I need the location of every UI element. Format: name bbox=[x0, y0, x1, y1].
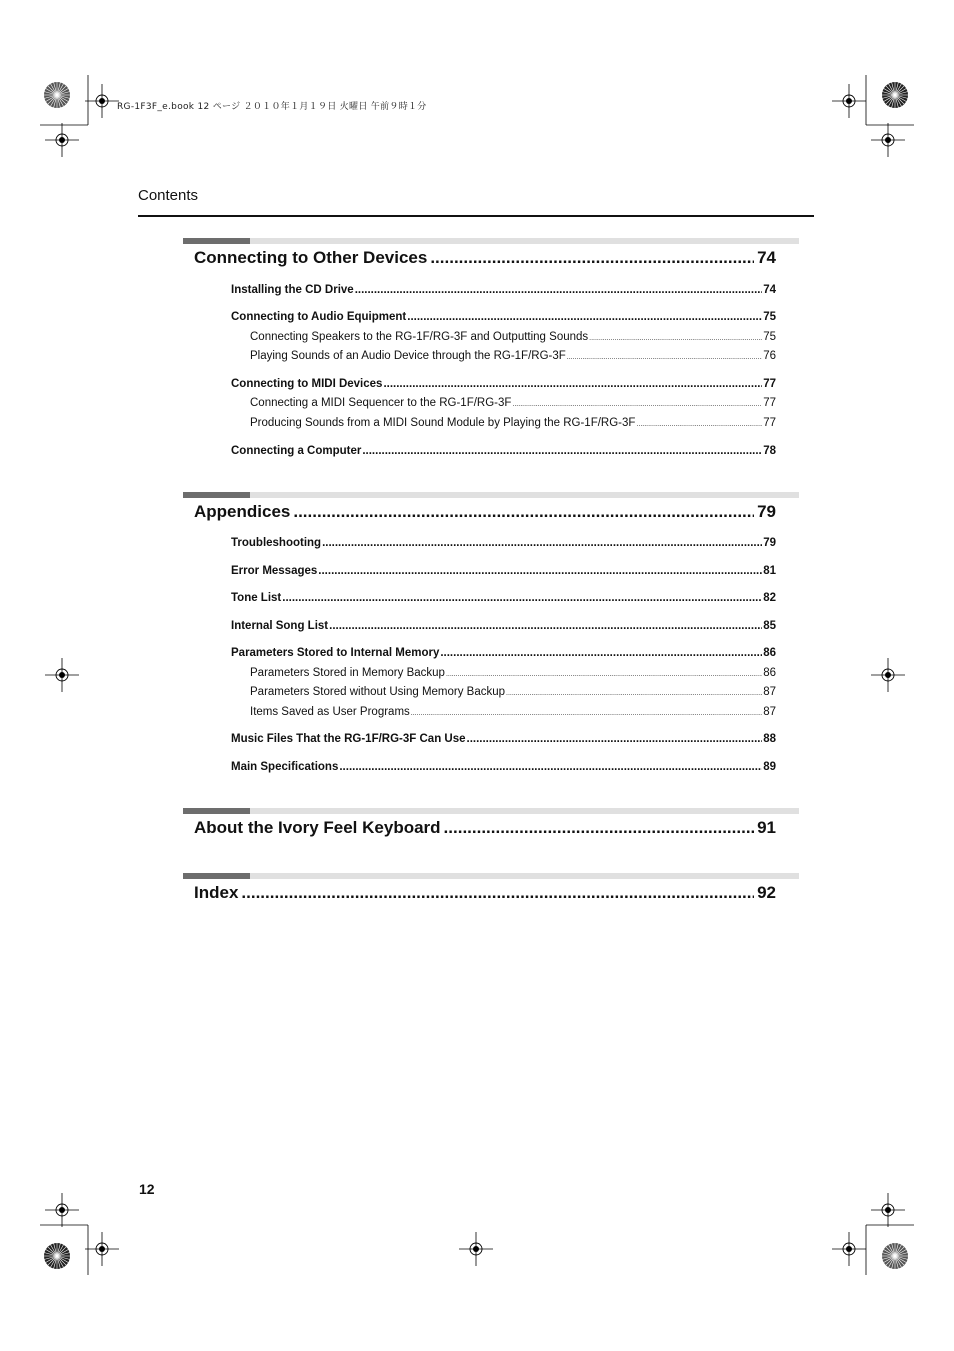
toc-subentry[interactable] bbox=[250, 706, 776, 718]
sunburst-mark-icon bbox=[882, 1243, 908, 1269]
section-page: 79 bbox=[757, 502, 776, 521]
section-band bbox=[183, 238, 799, 244]
entry-label: Connecting to MIDI Devices bbox=[231, 378, 383, 390]
entry-page: 79 bbox=[763, 537, 776, 549]
page-number: 12 bbox=[139, 1181, 155, 1197]
section-band bbox=[183, 808, 799, 814]
section-band-tab bbox=[183, 238, 250, 244]
sunburst-mark-icon bbox=[44, 1243, 70, 1269]
dot-leader bbox=[467, 733, 763, 745]
section-title: About the Ivory Feel Keyboard bbox=[194, 818, 441, 837]
dot-leader bbox=[293, 502, 754, 522]
sunburst-mark-icon bbox=[882, 82, 908, 108]
entry-label: Connecting a MIDI Sequencer to the RG-1F/RG-3F bbox=[250, 397, 512, 409]
dot-leader bbox=[636, 421, 762, 428]
entry-label: Connecting Speakers to the RG-1F/RG-3F and Outputting Sounds bbox=[250, 331, 589, 343]
entry-page: 76 bbox=[763, 350, 776, 362]
toc-entry[interactable] bbox=[231, 733, 776, 745]
toc-subentry[interactable] bbox=[250, 417, 776, 429]
entry-page: 78 bbox=[763, 445, 776, 457]
dot-leader bbox=[446, 671, 762, 678]
dot-leader bbox=[440, 647, 762, 659]
section-band-tab bbox=[183, 492, 250, 498]
toc-entry[interactable] bbox=[231, 565, 776, 577]
dot-leader bbox=[383, 378, 762, 390]
dot-leader bbox=[430, 248, 754, 268]
entry-label: Connecting to Audio Equipment bbox=[231, 311, 407, 323]
toc-subentry[interactable] bbox=[250, 397, 776, 409]
toc-entry[interactable] bbox=[231, 537, 776, 549]
section-title: Index bbox=[194, 883, 239, 902]
dot-leader bbox=[355, 284, 763, 296]
entry-page: 75 bbox=[763, 311, 776, 323]
running-head: Contents bbox=[138, 187, 199, 204]
entry-label: Music Files That the RG-1F/RG-3F Can Use bbox=[231, 733, 466, 745]
section-title: Appendices bbox=[194, 502, 291, 521]
dot-leader bbox=[282, 592, 762, 604]
dot-leader bbox=[318, 565, 762, 577]
entry-label: Installing the CD Drive bbox=[231, 284, 354, 296]
toc-entry[interactable] bbox=[231, 445, 776, 457]
section-band-tab bbox=[183, 808, 250, 814]
entry-page: 88 bbox=[763, 733, 776, 745]
section-title-row[interactable] bbox=[194, 502, 776, 522]
toc-entry[interactable] bbox=[231, 311, 776, 323]
toc-entry[interactable] bbox=[231, 378, 776, 390]
entry-page: 82 bbox=[763, 592, 776, 604]
section-page: 74 bbox=[757, 248, 776, 267]
entry-page: 74 bbox=[763, 284, 776, 296]
toc-entry[interactable] bbox=[231, 284, 776, 296]
entry-label: Parameters Stored in Memory Backup bbox=[250, 667, 445, 679]
entry-page: 81 bbox=[763, 565, 776, 577]
toc-subentry[interactable] bbox=[250, 667, 776, 679]
entry-page: 77 bbox=[763, 397, 776, 409]
dot-leader bbox=[506, 690, 762, 697]
entry-label: Tone List bbox=[231, 592, 282, 604]
toc-entry[interactable] bbox=[231, 761, 776, 773]
dot-leader bbox=[362, 445, 762, 457]
entry-label: Internal Song List bbox=[231, 620, 329, 632]
entry-label: Items Saved as User Programs bbox=[250, 706, 410, 718]
entry-label: Parameters Stored to Internal Memory bbox=[231, 647, 440, 659]
section-band-tab bbox=[183, 873, 250, 879]
section-band bbox=[183, 492, 799, 498]
entry-page: 77 bbox=[763, 378, 776, 390]
toc-subentry[interactable] bbox=[250, 331, 776, 343]
entry-label: Playing Sounds of an Audio Device through the RG-1F/RG-3F bbox=[250, 350, 566, 362]
entry-label: Connecting a Computer bbox=[231, 445, 362, 457]
dot-leader bbox=[241, 883, 754, 903]
dot-leader bbox=[589, 335, 762, 342]
dot-leader bbox=[407, 311, 762, 323]
entry-page: 77 bbox=[763, 417, 776, 429]
dot-leader bbox=[329, 620, 762, 632]
dot-leader bbox=[444, 818, 755, 838]
section-title-row[interactable] bbox=[194, 818, 776, 838]
section-title-row[interactable] bbox=[194, 248, 776, 268]
dot-leader bbox=[339, 761, 762, 773]
header-rule bbox=[138, 215, 814, 217]
entry-page: 86 bbox=[763, 667, 776, 679]
toc-entry[interactable] bbox=[231, 620, 776, 632]
toc-entry[interactable] bbox=[231, 647, 776, 659]
dot-leader bbox=[411, 710, 762, 717]
entry-page: 85 bbox=[763, 620, 776, 632]
toc-entry[interactable] bbox=[231, 592, 776, 604]
entry-page: 75 bbox=[763, 331, 776, 343]
dot-leader bbox=[512, 401, 762, 408]
sunburst-mark-icon bbox=[44, 82, 70, 108]
print-header: RG-1F3F_e.book 12 ページ ２０１０年１月１９日 火曜日 午前９時１分 bbox=[117, 102, 427, 112]
toc-subentry[interactable] bbox=[250, 350, 776, 362]
entry-page: 89 bbox=[763, 761, 776, 773]
toc-subentry[interactable] bbox=[250, 686, 776, 698]
entry-label: Error Messages bbox=[231, 565, 318, 577]
entry-page: 87 bbox=[763, 706, 776, 718]
entry-label: Parameters Stored without Using Memory Backup bbox=[250, 686, 506, 698]
section-title: Connecting to Other Devices bbox=[194, 248, 428, 267]
section-page: 91 bbox=[757, 818, 776, 837]
section-page: 92 bbox=[757, 883, 776, 902]
entry-label: Troubleshooting bbox=[231, 537, 322, 549]
entry-page: 86 bbox=[763, 647, 776, 659]
section-band bbox=[183, 873, 799, 879]
entry-page: 87 bbox=[763, 686, 776, 698]
dot-leader bbox=[322, 537, 762, 549]
dot-leader bbox=[567, 354, 762, 361]
entry-label: Main Specifications bbox=[231, 761, 339, 773]
section-title-row[interactable] bbox=[194, 883, 776, 903]
entry-label: Producing Sounds from a MIDI Sound Module by Playing the RG-1F/RG-3F bbox=[250, 417, 636, 429]
